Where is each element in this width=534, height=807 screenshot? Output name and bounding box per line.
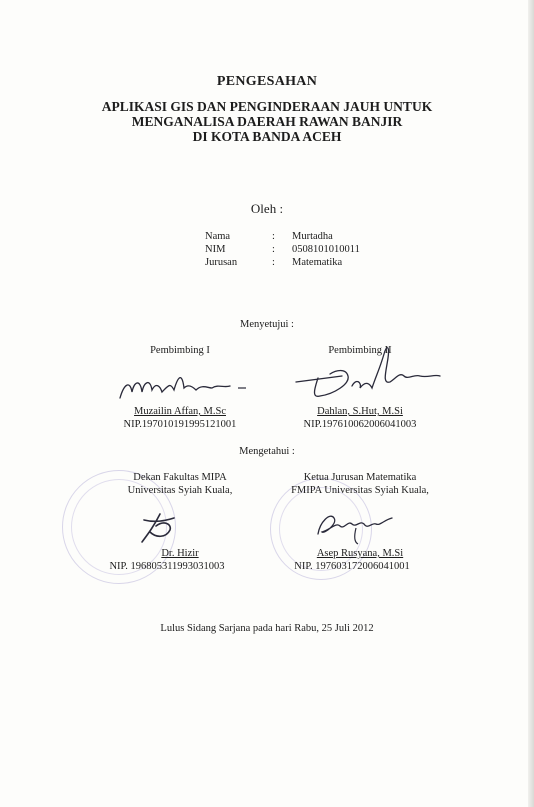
dean-role-line2: Universitas Syiah Kuala, <box>127 485 233 496</box>
dean-role-line1: Dekan Fakultas MIPA <box>133 472 227 483</box>
dean-name: Dr. Hizir <box>161 548 199 559</box>
head-role-line1: Ketua Jurusan Matematika <box>303 472 417 483</box>
head-role-line2: FMIPA Universitas Syiah Kuala, <box>291 485 429 496</box>
student-major-value: Matematika <box>292 257 343 268</box>
by-label: Oleh : <box>250 201 284 216</box>
student-name-label: Nama <box>205 231 231 242</box>
graduation-statement: Lulus Sidang Sarjana pada hari Rabu, 25 Juli 2012 <box>160 623 374 634</box>
supervisor2-nip: NIP.197610062006041003 <box>303 419 417 430</box>
supervisor1-nip: NIP.197010191995121001 <box>123 419 237 430</box>
thesis-title-line-1: APLIKASI GIS DAN PENGINDERAAN JAUH UNTUK <box>101 99 433 114</box>
dean-signature <box>130 504 190 548</box>
student-major-sep: : <box>272 257 275 268</box>
page-title: PENGESAHAN <box>216 74 318 89</box>
head-nip: NIP. 197603172006041001 <box>294 561 410 572</box>
student-major-label: Jurusan <box>205 257 238 268</box>
supervisor1-signature <box>112 362 272 408</box>
student-row-name <box>205 230 360 243</box>
head-signature <box>310 504 400 548</box>
thesis-title-line-2: MENGANALISA DAERAH RAWAN BANJIR <box>131 114 403 129</box>
supervisor2-role: Pembimbing II <box>328 345 392 356</box>
dean-nip: NIP. 196805311993031003 <box>109 561 225 572</box>
student-info <box>205 230 360 269</box>
supervisor2-name: Dahlan, S.Hut, M.Si <box>317 406 403 417</box>
head-name: Asep Rusyana, M.Si <box>316 548 404 559</box>
student-nim-label: NIM <box>205 244 226 255</box>
student-name-value: Murtadha <box>292 231 333 242</box>
approved-label: Menyetujui : <box>240 319 294 330</box>
student-row-major <box>205 256 360 269</box>
student-nim-value: 0508101010011 <box>292 244 360 255</box>
student-name-sep: : <box>272 231 275 242</box>
supervisor1-role: Pembimbing I <box>150 345 210 356</box>
supervisor2-signature <box>290 338 450 410</box>
student-nim-sep: : <box>272 244 275 255</box>
supervisor1-name: Muzailin Affan, M.Sc <box>134 406 226 417</box>
page-edge-shadow <box>528 0 534 807</box>
thesis-title-line-3: DI KOTA BANDA ACEH <box>192 129 342 144</box>
acknowledged-label: Mengetahui : <box>239 446 295 457</box>
student-row-nim <box>205 243 360 256</box>
